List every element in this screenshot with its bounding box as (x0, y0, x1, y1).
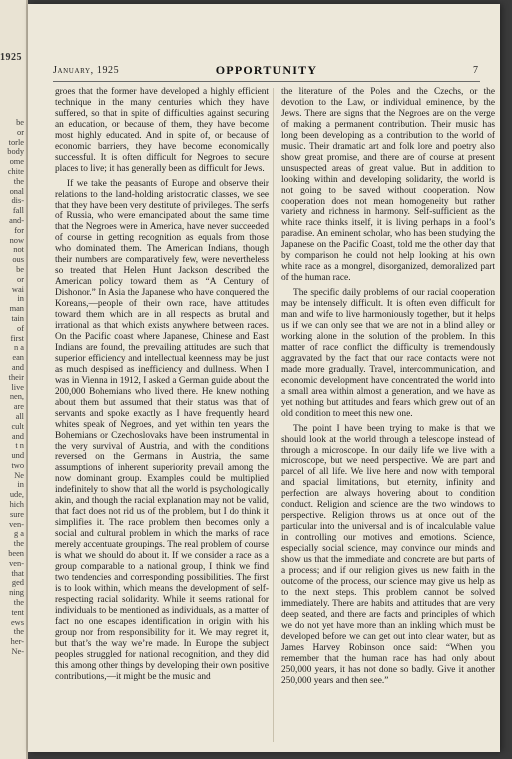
previous-page-fragment: ven- (9, 519, 24, 529)
previous-page-fragment: g a (14, 529, 24, 539)
previous-page-fragment: for (14, 225, 24, 235)
previous-page-fragment: ean (12, 353, 24, 363)
previous-page-fragment: and (11, 362, 24, 372)
previous-page-fragment: nen, (9, 392, 24, 402)
previous-page-fragment: sure (10, 509, 24, 519)
previous-page-fragment: in (17, 480, 24, 490)
previous-page-fragment: now (9, 235, 24, 245)
previous-page-fragment: ews (10, 617, 24, 627)
previous-page-fragment: ude, (9, 490, 24, 500)
previous-page-fragment: their (8, 372, 24, 382)
previous-page-fragment: of (17, 323, 24, 333)
previous-page-fragment: be (16, 118, 24, 127)
previous-page-fragment: wai (11, 284, 24, 294)
issue-date: January, 1925 (53, 65, 120, 76)
previous-page-text-fragments (7, 118, 24, 657)
magazine-title: OPPORTUNITY (215, 63, 318, 77)
previous-page-fragment: the (13, 176, 24, 186)
previous-page-header: 1925 (0, 52, 22, 63)
paragraph: the literature of the Poles and the Czechs, or the devotion to the Law, or individual eminence, by the Jews. There are signs that the Negroes are on the verge of making a permanent contribution. Their music has long been developing as a contribution to the world of music. Their dramatic art and folk lore and poetry also show great promise, and there are of course at present unsuspected areas of great value. But in addition to looking within and developing solidarity, the world is not going to be saved without cooperation. Now cooperation does not mean homogeneity but rather variety and richness in harmony. Self-sufficient as the white race thinks itself, it is living perhaps in a fool’s paradise. An eminent scholar, who has been studying the Japanese on the Pacific Coast, told me the other day that by comparison he could not help looking at his own white race as a mongrel, disorganized, demoralized part of the human race. (281, 87, 495, 284)
previous-page-fragment: und (11, 451, 24, 461)
previous-page-fragment: tain (11, 313, 24, 323)
previous-page-fragment: are (13, 402, 24, 412)
previous-page-fragment: ous (12, 255, 24, 265)
previous-page-fragment: Ne (14, 470, 24, 480)
previous-page-fragment: the (13, 598, 24, 608)
previous-page-fragment: Ne- (11, 647, 24, 657)
previous-page-fragment: n a (14, 343, 24, 353)
previous-page-fragment: torle (8, 137, 24, 147)
previous-page-fragment: her- (10, 637, 24, 647)
page-number: 7 (473, 65, 478, 76)
paragraph: The specific daily problems of our racial cooperation may be intensely difficult. It is often even difficult for man and wife to live harmoniously together, but it helps us if we can only see that we are not in a blind alley or working alone in the solution of the problem. In this matter of race conflict the difficulty is tremendously aggravated by the fact that our race contacts were not made more gradually. Travel, intercommunication, and economic development have concentrated the world into a small area within almost a generation, and we have as yet nothing but attitudes and fears which grew out of an old condition to meet this new one. (281, 288, 495, 419)
previous-page-fragment: ged (11, 578, 24, 588)
paragraph: groes that the former have developed a highly efficient technique in the many centuries which they have suffered, so that in spite of difficulties against securing an education, or because of them, they have become most highly educated. And in spite of, or because of economic barriers, they have become economically successful. It is often difficult for Negroes to secure places to live; it has generally been as difficult for Jews. (55, 87, 269, 174)
previous-page-fragment: man (9, 304, 24, 314)
previous-page-fragment: ven- (9, 558, 24, 568)
previous-page-fragment: the (13, 627, 24, 637)
column-gutter (273, 88, 274, 742)
previous-page-fragment: chite (7, 166, 24, 176)
previous-page-fragment: two (11, 460, 24, 470)
paragraph: The point I have been trying to make is that we should look at the world through a telescope instead of through a microscope. In our daily life we live with a microscope, but we need perspective. We are part and parcel of all life. We live here and now with temporal and spacial limitations, but eternity, infinity and perfection are always hovering about to condition conduct. Religion and science are the two windows to perspective. Religion throws us at once out of the particular into the universal and is of incalculable value in controlling our motives and emotions. Science, especially social science, may convince our minds and show us that the immediate and concrete are but parts of a process; and if our religion gives us new faith in the outcome of the process, our science may give us help as to the next steps. This problem cannot be solved immediately. There are habits and attitudes that are very deep seated, and there are facts and principles of which we do not yet have more than an inkling which must be developed before we can get out into clear water, but as James Harvey Robinson once said: “When you remember that the human race has had only about 250,000 years, it has not done so badly. Give it another 250,000 years and then see.” (281, 423, 495, 686)
previous-page-fragment: or (17, 127, 24, 137)
previous-page-fragment: in (17, 294, 24, 304)
previous-page-fragment: first (10, 333, 24, 343)
previous-page-fragment: all (15, 411, 24, 421)
previous-page-fragment: ome (9, 157, 24, 167)
previous-page-fragment: and- (9, 215, 24, 225)
running-header (53, 65, 480, 82)
previous-page-fragment: body (7, 147, 24, 157)
previous-page-fragment: hich (9, 500, 24, 510)
paragraph: If we take the peasants of Europe and observe their relations to the land-holding aristocratic classes, we see that they have been very destitute of privileges. The serfs of Russia, who were emancipated about the same time that the Negroes were in America, have never succeeded of course in getting recognition as equals from those who dominated them. The American Indians, though their numbers are comparatively few, were nevertheless so treated that Helen Hunt Jackson described the American policy toward them as “A Century of Dishonor.” In Asia the Japanese who have conquered the Koreans,—people of their own race, have attitudes toward them which are in all respects as brutal and irrational as that which exists anywhere between races. On the Pacific coast where Japanese, Chinese and East Indians are found, the prevailing attitudes are such that superior efficiency and intellectual keenness may be just as much despised as inefficiency and dullness. When I was in Vienna in 1912, I asked a German guide about the 200,000 Bohemians who lived there. He knew nothing about them but assumed that their status was that of servants and spoke exactly as I have frequently heard whites speak of Negroes, and yet within ten years the Bohemians or Czechoslovaks have been instrumental in the very survival of Austria, and with the conditions reversed on the Germans in Austria, the same assumptions of inherent superiority prevail among the now dominant group. Examples could be multiplied indefinitely to show that all the world is psychologically akin, and though the racial explanation may not be valid, that fact does not rid us of the problem, but I do think it simplifies it. The race problem then becomes only a social and cultural problem in which the marks of race merely accentuate groupings. The real problem of course is what we should do about it. If we consider a race as a group comparable to a national group, I think we find two tendencies and corresponding possibilities. The first is to look within, which means the development of self-respecting racial solidarity. While it seems rational for individuals to be mentioned as individuals, as a matter of fact no one escapes identification in origin with his group nor from responsibility for it. We may regret it, but that’s the way we’re made. In Europe the subject peoples struggled for national recognition, and they did this among other things by developing their own positive contributions,—it might be the music and (55, 178, 269, 682)
previous-page-fragment: ning (9, 588, 24, 598)
previous-page-fragment: and (11, 431, 24, 441)
previous-page-fragment: been (8, 549, 24, 559)
previous-page-fragment: be (16, 264, 24, 274)
previous-page-fragment: tent (11, 607, 24, 617)
previous-page-fragment: onal (9, 186, 24, 196)
previous-page-fragment: t n (15, 441, 24, 451)
left-column (55, 87, 269, 686)
previous-page-fragment: that (11, 568, 24, 578)
previous-page-fragment: fall (12, 206, 24, 216)
previous-page-fragment: the (13, 539, 24, 549)
previous-page-fragment: not (13, 245, 24, 255)
previous-page-edge (0, 0, 28, 759)
magazine-page (28, 4, 500, 752)
previous-page-fragment: dis- (11, 196, 24, 206)
previous-page-fragment: cult (11, 421, 24, 431)
right-column (281, 87, 495, 690)
previous-page-fragment: or (17, 274, 24, 284)
previous-page-fragment: live (11, 382, 24, 392)
